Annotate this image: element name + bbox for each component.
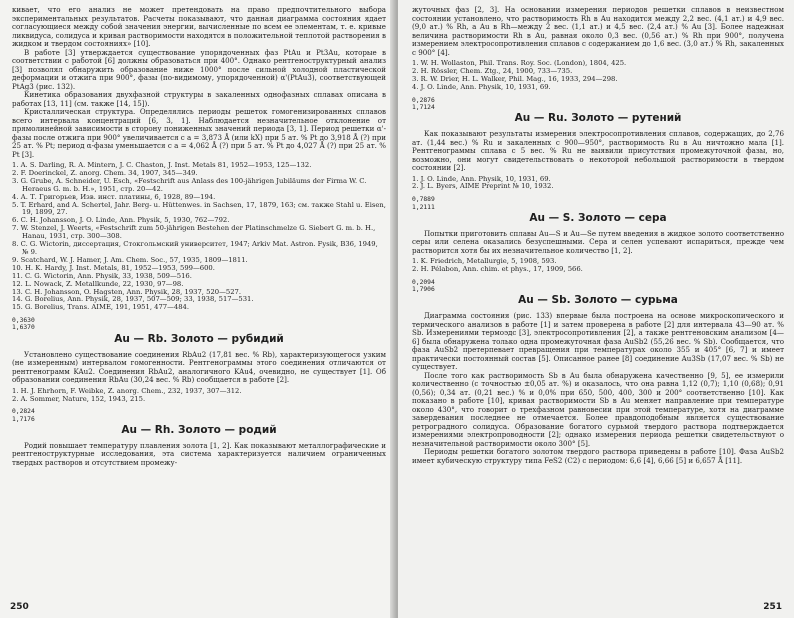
reference-item: 1. K. Friedrich, Metallurgie, 5, 1908, 593. (412, 257, 557, 266)
section-heading-au-s: Au — S. Золото — сера (529, 211, 667, 224)
left-section-code-2: 0,2824 1,7176 (12, 408, 35, 423)
right-paragraph-6: Периоды решетки богатого золотом твердого раствора приведены в работе [10]. Фаза AuSb2 имеет кубическую структуру типа FeS2 (C2) с периодом: 6,6 [4], 6,66 [5] и 6,657 Å [11]. (412, 447, 784, 465)
reference-item: 10. H. K. Hardy, J. Inst. Metals, 81, 1952—1953, 599—600. (12, 263, 215, 272)
reference-item: 11. C. G. Wictorin, Ann. Physik, 33, 1938, 509—516. (12, 271, 192, 280)
reference-item: 1. W. H. Wollaston, Phil. Trans. Roy. Soc. (London), 1804, 425. (412, 59, 627, 67)
left-paragraph-4: Кристаллическая структура. Определялись периоды решеток гомогенизированных сплавов всего интервала концентраций [6, 3, 1]. Наблюдается незначительное отклонение от прямолинейной зависимости в сторону пониженных значений периода [3, 1]. Период решетки α'-фазы после отжига при 900° увеличивается с a = 3,873 Å (или kX) при 5 ат. % Pt до 3,918 Å (?) при 25 ат. % Pt; период α-фазы уменьшается с a = 4,062 Å (?) при 5 ат. % Pt до 4,027 Å (?) при 25 ат. % Pt [3]. (12, 107, 386, 159)
left-section-code-1: 0,3630 1,6370 (12, 317, 35, 332)
left-reference-list-1 (12, 162, 386, 312)
reference-item: 15. G. Borelius, Trans. AIME, 191, 1951, 477—484. (12, 303, 190, 312)
left-paragraph-1: кивает, что его анализ не может претендовать на право предпочтительного выбора экспериментальных результатов. Расчеты показывают, что данная диаграмма состояния ядает согласующиеся между собой значения энергии, вычисленные по всем ее элементам, т. е. кривые ликвидуса, солидуса и кривая растворимости находятся в положительной теплотой растворения в жидком и твердом состояниях» [10]. (12, 5, 386, 48)
reference-item: 1. H. J. Ehrhorn, F. Weibke, Z. anorg. Chem., 232, 1937, 307—312. (12, 386, 242, 395)
right-paragraph-3: Попытки приготовить сплавы Au—S и Au—Se путем введения в жидкое золото соответственно серы или селена оказались безуспешными. Сера и селен успевают испариться, прежде чем растворится хотя бы их незначительное количество [1, 2]. (412, 228, 784, 255)
reference-item: 5. T. Erhard, and A. Schertel, Jahr. Berg- u. Hüttenwes. in Sachsen, 17, 1879, 163; см. также Stahl u. Eisen, 19, 1899, 27. (12, 200, 386, 217)
section-heading-au-rb: Au — Rb. Золото — рубидий (114, 332, 284, 345)
reference-item: 3. R. W. Drier, H. L. Walker, Phil. Mag., 16, 1933, 294—298. (412, 74, 618, 83)
left-reference-list-2 (12, 388, 386, 404)
section-heading-au-ru: Au — Ru. Золото — рутений (514, 112, 682, 125)
right-reference-list-1 (412, 60, 784, 92)
page-number-right: 251 (763, 602, 782, 612)
right-column (412, 6, 784, 465)
reference-item: 9. Scatchard, W. J. Hamer, J. Am. Chem. Soc., 57, 1935, 1809—1811. (12, 255, 248, 264)
left-page (0, 0, 396, 618)
section-heading-au-rh: Au — Rh. Золото — родий (121, 423, 277, 436)
left-column (12, 6, 386, 467)
right-section-code-1: 0,2876 1,7124 (412, 96, 435, 111)
left-paragraph-2: В работе [3] утверждается существование упорядоченных фаз PtAu и Pt3Au, которые в соответствии с работой [6] должны образоваться при 400°. Однако рентгеноструктурный анализ [3] позволял обнаружить образование ниже 1000° после сильной холодной пластической деформации и отжига при 900°, фазы (по-видимому, упорядоченной) α'(PtAu3), соответствующей PtAg3 (рис. 132). (12, 47, 386, 91)
right-paragraph-2: Как показывают результаты измерения электросопротивления сплавов, содержащих, до 2,76 ат. (1,44 вес.) % Ru и закаленных с 900—950°, растворимость Ru в Au ничтожно мала [1]. Рентгенограммы сплава с 5 вес. % Ru не выявили присутствия промежуточной фазы, но, возможно, они могут свидетельствовать о некоторой небольшой растворимости в твердом состоянии [2]. (412, 129, 784, 173)
reference-item: 4. А. Т. Григорьев, Изв. инст. платины, 6, 1928, 89—194. (12, 192, 216, 201)
right-section-code-2: 0,7889 1,2111 (412, 196, 435, 211)
reference-item: 7. W. Stenzel, J. Weerts, «Festschrift zum 50-jährigen Bestehen der Platinschmelze G. Siebert G. m. b. H., Hanau, 1931, стр. 300—308. (12, 224, 376, 241)
reference-item: 8. C. G. Wictorin, диссертация, Стокгольмский университет, 1947; Arkiv Mat. Astron. Fysik, B36, 1949, № 9. (12, 240, 378, 256)
left-paragraph-5: Установлено существование соединения RbAu2 (17,81 вес. % Rb), характеризующегося узким (не измеренным) интервалом гомогенности. Рентгенограммы этого соединения отличаются от рентгенограмм KAu2. Соединения RbAu2, аналогичного KAu4, очевидно, не существует [1]. Об образовании соединения RbAu (30,24 вес. % Rb) сообщается в работе [2]. (12, 349, 386, 385)
reference-item: 2. J. L. Byers, AIME Preprint № 10, 1932. (412, 182, 554, 191)
right-paragraph-4: Диаграмма состояния (рис. 133) впервые была построена на основе микроскопического и термического анализов в работе [1] и затем проверена в работе [2] для интервала 43—90 ат. % Sb. Измерениями термоэдс [3], электросопротивления [2], а также рентгеновским анализом [4—6] была обнаружена только одна промежуточная фаза AuSb2 (55,26 вес. % Sb). Сообщается, что фаза AuSb2 претерпевает превращения при температурах около 355 и 405° [6, 7] и имеет практически постоянный состав [5]. Описанное ранее [8] соединение Au3Sb (17,07 вес. % Sb) не существует. (412, 311, 784, 372)
reference-item: 6. C. H. Johansson, J. O. Linde, Ann. Physik, 5, 1930, 762—792. (12, 216, 230, 225)
right-section-code-3: 0,2094 1,7906 (412, 279, 435, 294)
right-paragraph-1: жуточных фаз [2, 3]. На основании измерения периодов решетки сплавов в неизвестном состоянии установлено, что растворимость Rh в Au находится между 2,2 вес. (4,1 ат.) и 4,9 вес. (9,0 ат.) % Rh, а Au в Rh—между 2 вес. (1,1 ат.) и 4,5 вес. (2,4 ат.) % Au [3]. Более надежная величина растворимости Rh в Au, равная около 0,3 вес. (0,56 ат.) % Rh при 900°, получена измерением электросопротивления сплавов с содержанием до 1,6 вес. (3,0 ат.) % Rh, закаленных с 900° [4]. (412, 5, 784, 57)
right-reference-list-3 (412, 258, 784, 274)
reference-item: 14. G. Borelius, Ann. Physik, 28, 1937, 507—509; 33, 1938, 517—531. (12, 295, 254, 304)
reference-item: 12. L. Nowack, Z. Metallkunde, 22, 1930, 97—98. (12, 279, 184, 288)
reference-item: 13. C. H. Johansson, O. Hagsten, Ann. Physik, 28, 1937, 520—527. (12, 287, 242, 296)
reference-item: 4. J. O. Linde, Ann. Physik, 10, 1931, 69. (412, 82, 551, 91)
reference-item: 2. H. Rössler, Chem. Ztg., 24, 1900, 733—735. (412, 66, 573, 75)
right-page (398, 0, 794, 618)
reference-item: 2. H. Pélabon, Ann. chim. et phys., 17, 1909, 566. (412, 265, 583, 274)
reference-item: 2. A. Sommer, Nature, 152, 1943, 215. (12, 394, 146, 403)
reference-item: 1. A. S. Darling, R. A. Mintern, J. C. Chaston, J. Inst. Metals 81, 1952—1953, 125—132. (12, 161, 312, 169)
right-paragraph-5: После того как растворимость Sb в Au была обнаружена качественно [9, 5], ее измерили количественно (с точностью ±0,05 ат. %) и оказалось, что она равна 1,12 (0,7); 1,10 (0,68); 0,91 (0,56); 0,34 ат. (0,21 вес.) % и 0,0% при 650, 500, 400, 300 и 200° соответственно [10]. Как показано в работе [10], кривая растворимости Sb в Au меняет направление при температуре около 430°, что говорит о трехфазном равновесии при этой температуре, хотя на диаграмме завердевания последнее не отмечается. Более правдоподобным является существование ретроградного солидуса. Образование богатого сурьмой твердого раствора подтверждается измерениями электропроводности [2]; однако измерения периода решетки свидетельствуют о незначительной растворимости около 300° [5]. (412, 370, 784, 448)
reference-item: 3. G. Grube, A. Schneider, U. Esch, «Festschrift aus Anlass des 100-jährigen Jubiläums der Firma W. C. Heraeus G. m. b. H.», 1951, стр. 20—42. (12, 176, 367, 193)
left-paragraph-6: Родий повышает температуру плавления золота [1, 2]. Как показывают металлографические и рентгеноструктурные исследования, эта система характеризуется наличием ограниченных твердых растворов и отсутствием промежу- (12, 440, 386, 467)
reference-item: 2. F. Doerinckel, Z. anorg. Chem. 34, 1907, 345—349. (12, 168, 198, 177)
right-reference-list-2 (412, 176, 784, 192)
page-number-left: 250 (10, 602, 29, 612)
reference-item: 1. J. O. Linde, Ann. Physik, 10, 1931, 69. (412, 174, 551, 183)
section-heading-au-sb: Au — Sb. Золото — сурьма (518, 294, 678, 307)
left-paragraph-3: Кинетика образования двухфазной структуры в закаленных однофазных сплавах описана в работах [13, 11] (см. также [14, 15]). (12, 90, 386, 108)
